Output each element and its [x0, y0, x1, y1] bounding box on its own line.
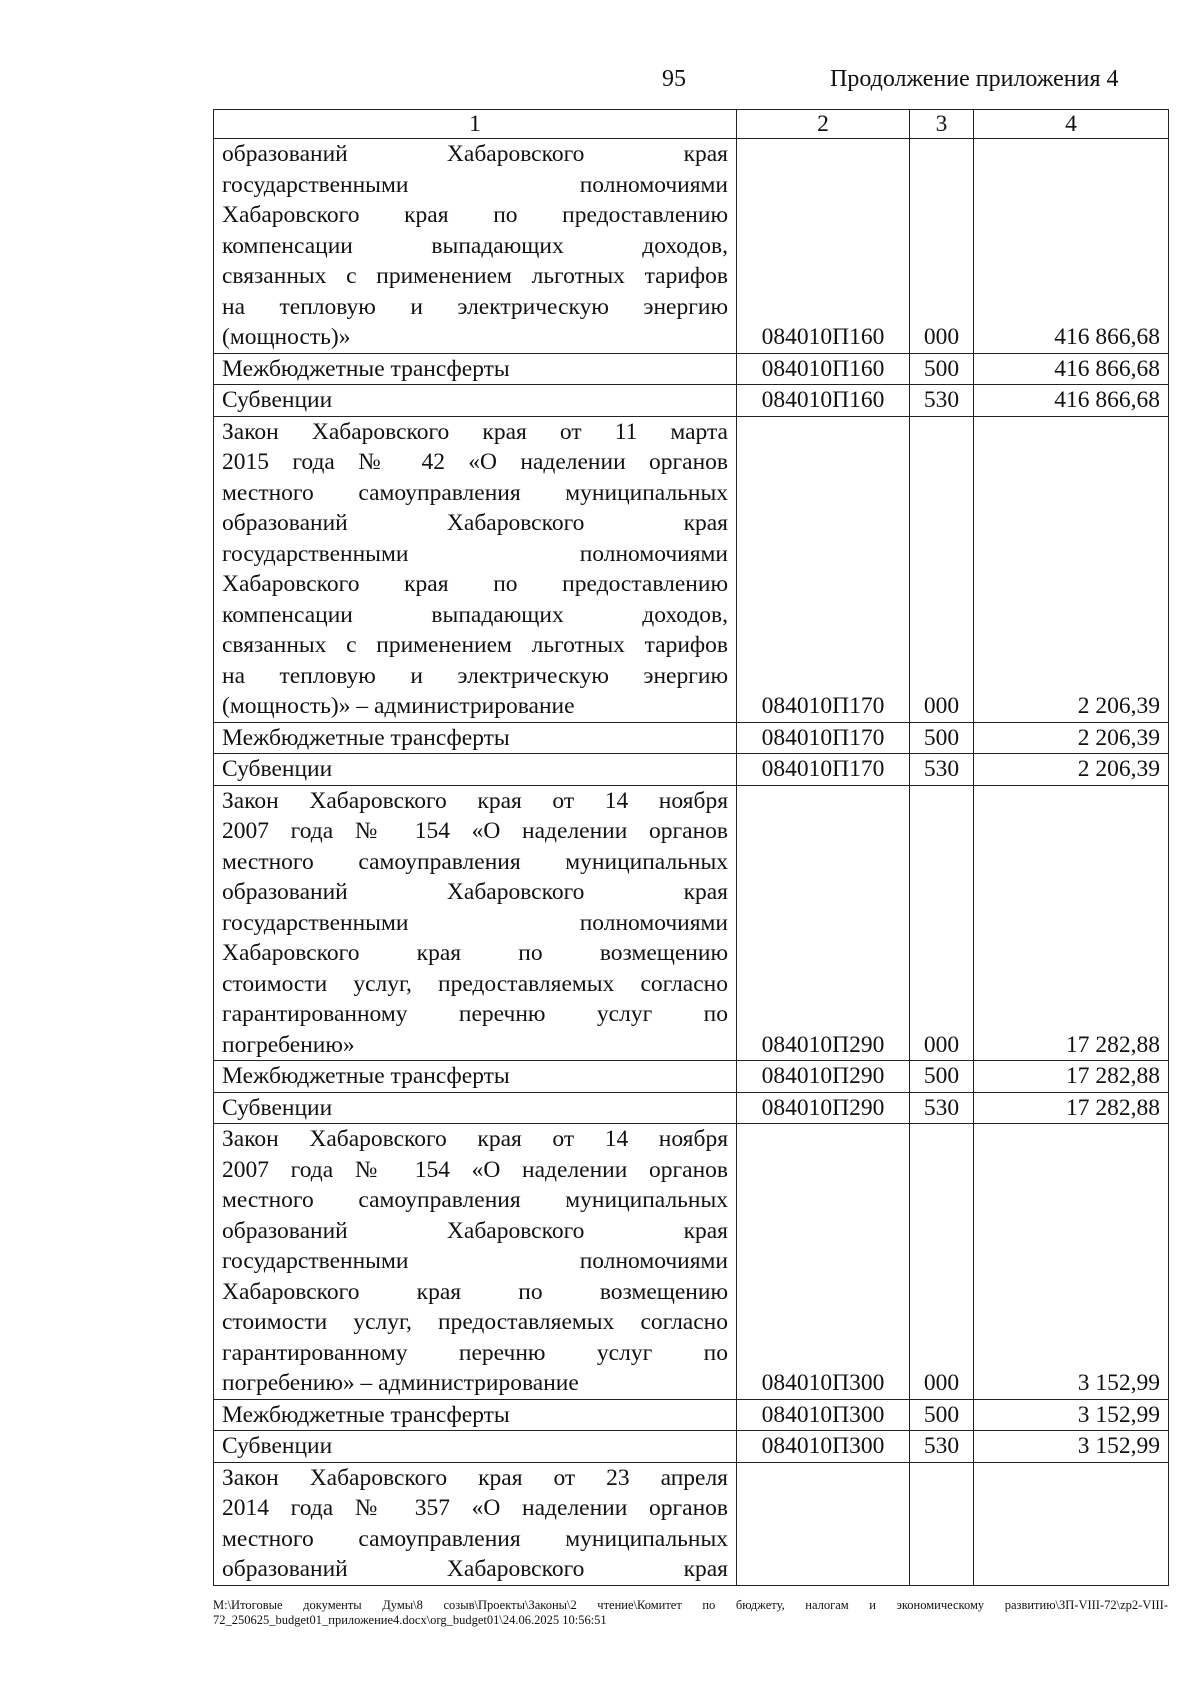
description-line: Хабаровского края по возмещению	[222, 1278, 728, 1305]
column-header-4: 4	[974, 110, 1169, 139]
row-type: 530	[910, 1092, 974, 1124]
description-line: (мощность)»	[222, 324, 351, 350]
row-description	[214, 1399, 737, 1431]
row-description	[214, 754, 737, 786]
description-line: на тепловую и электрическую энергию	[222, 662, 728, 689]
table-row	[214, 353, 1169, 385]
description-line: 2007 года № 154 «О наделении органов	[222, 818, 728, 844]
row-description	[214, 1061, 737, 1093]
description-line: образований Хабаровского края	[222, 879, 728, 905]
description-line: Субвенции	[222, 1094, 333, 1121]
table-row	[214, 1462, 1169, 1585]
row-amount: 416 866,68	[974, 139, 1169, 354]
table-row	[214, 1092, 1169, 1124]
description-line: (мощность)» – администрирование	[222, 693, 575, 719]
row-type: 500	[910, 1061, 974, 1093]
row-code: 084010П170	[737, 416, 910, 722]
row-amount: 416 866,68	[974, 353, 1169, 385]
description-line: местного самоуправления муниципальных	[222, 1525, 728, 1552]
table-row	[214, 416, 1169, 722]
description-line: Закон Хабаровского края от 11 марта	[222, 418, 728, 445]
description-line: Субвенции	[222, 756, 333, 782]
row-type: 500	[910, 1399, 974, 1431]
description-line: погребению»	[222, 1031, 355, 1058]
row-code: 084010П160	[737, 385, 910, 417]
description-line: Хабаровского края по предоставлению	[222, 202, 728, 228]
description-line: компенсации выпадающих доходов,	[222, 232, 728, 259]
description-line: местного самоуправления муниципальных	[222, 479, 728, 506]
row-type: 530	[910, 385, 974, 417]
description-line: погребению» – администрирование	[222, 1370, 579, 1396]
description-line: на тепловую и электрическую энергию	[222, 293, 728, 320]
row-amount: 17 282,88	[974, 785, 1169, 1061]
description-line: образований Хабаровского края	[222, 510, 728, 536]
row-code	[737, 1462, 910, 1585]
row-amount: 3 152,99	[974, 1399, 1169, 1431]
row-code: 084010П300	[737, 1399, 910, 1431]
file-path-footer: M:\Итоговые документы Думы\8 созыв\Проекты\Законы\2 чтение\Комитет по бюджету, налогам и экономическому развитию\ЗП-VIII-72\zp2-VIII-72_250625_budget01_приложение4.docx\org_budget01\24.06.2025 10:56:51	[213, 1598, 1168, 1627]
row-code: 084010П290	[737, 785, 910, 1061]
row-code: 084010П300	[737, 1124, 910, 1400]
table-row	[214, 754, 1169, 786]
description-line: Закон Хабаровского края от 14 ноября	[222, 1126, 728, 1152]
table-row	[214, 722, 1169, 754]
description-line: образований Хабаровского края	[222, 1556, 728, 1582]
description-line: государственными полномочиями	[222, 909, 728, 936]
row-description	[214, 785, 737, 1061]
row-description	[214, 1092, 737, 1124]
table-row	[214, 1399, 1169, 1431]
description-line: 2015 года № 42 «О наделении органов	[222, 449, 728, 475]
description-line: компенсации выпадающих доходов,	[222, 601, 728, 628]
table-header-row	[214, 110, 1169, 139]
description-line: Закон Хабаровского края от 23 апреля	[222, 1464, 728, 1491]
description-line: местного самоуправления муниципальных	[222, 848, 728, 875]
description-line: государственными полномочиями	[222, 1248, 728, 1274]
row-code: 084010П290	[737, 1092, 910, 1124]
description-line: Межбюджетные трансферты	[222, 724, 510, 751]
row-code: 084010П300	[737, 1431, 910, 1463]
budget-table	[213, 109, 1169, 1586]
table-row	[214, 1124, 1169, 1400]
row-type: 000	[910, 139, 974, 354]
row-description	[214, 385, 737, 417]
row-description	[214, 1462, 737, 1585]
row-description	[214, 353, 737, 385]
description-line: Межбюджетные трансферты	[222, 1401, 510, 1428]
row-type: 500	[910, 722, 974, 754]
table-row	[214, 385, 1169, 417]
description-line: стоимости услуг, предоставляемых согласно	[222, 970, 728, 997]
row-amount: 3 152,99	[974, 1431, 1169, 1463]
description-line: связанных с применением льготных тарифов	[222, 632, 728, 658]
row-code: 084010П160	[737, 353, 910, 385]
row-amount: 416 866,68	[974, 385, 1169, 417]
row-type: 530	[910, 754, 974, 786]
description-line: Закон Хабаровского края от 14 ноября	[222, 787, 728, 814]
column-header-1: 1	[214, 110, 737, 139]
row-type: 000	[910, 1124, 974, 1400]
row-type: 000	[910, 785, 974, 1061]
description-line: государственными полномочиями	[222, 171, 728, 198]
description-line: Межбюджетные трансферты	[222, 355, 510, 382]
description-line: образований Хабаровского края	[222, 1217, 728, 1244]
description-line: Субвенции	[222, 1433, 333, 1459]
appendix-note: Продолжение приложения 4	[830, 66, 1119, 92]
row-amount: 2 206,39	[974, 722, 1169, 754]
row-description	[214, 1124, 737, 1400]
budget-table-body	[214, 110, 1169, 1586]
description-line: Межбюджетные трансферты	[222, 1063, 510, 1089]
page-number: 95	[662, 66, 686, 92]
table-row	[214, 785, 1169, 1061]
table-row	[214, 1431, 1169, 1463]
row-type: 530	[910, 1431, 974, 1463]
row-code: 084010П160	[737, 139, 910, 354]
row-type: 000	[910, 416, 974, 722]
row-code: 084010П290	[737, 1061, 910, 1093]
description-line: Субвенции	[222, 387, 333, 413]
table-row	[214, 139, 1169, 354]
row-description	[214, 722, 737, 754]
row-amount: 17 282,88	[974, 1061, 1169, 1093]
row-description	[214, 139, 737, 354]
row-code: 084010П170	[737, 722, 910, 754]
description-line: 2014 года № 357 «О наделении органов	[222, 1495, 728, 1521]
description-line: гарантированному перечню услуг по	[222, 1001, 728, 1027]
row-description	[214, 1431, 737, 1463]
column-header-2: 2	[737, 110, 910, 139]
row-type	[910, 1462, 974, 1585]
description-line: местного самоуправления муниципальных	[222, 1187, 728, 1213]
description-line: Хабаровского края по предоставлению	[222, 571, 728, 597]
row-amount: 17 282,88	[974, 1092, 1169, 1124]
description-line: Хабаровского края по возмещению	[222, 940, 728, 966]
row-amount: 2 206,39	[974, 754, 1169, 786]
row-amount: 2 206,39	[974, 416, 1169, 722]
row-type: 500	[910, 353, 974, 385]
row-amount	[974, 1462, 1169, 1585]
row-description	[214, 416, 737, 722]
description-line: образований Хабаровского края	[222, 141, 728, 167]
description-line: гарантированному перечню услуг по	[222, 1339, 728, 1366]
row-code: 084010П170	[737, 754, 910, 786]
description-line: 2007 года № 154 «О наделении органов	[222, 1156, 728, 1183]
table-row	[214, 1061, 1169, 1093]
row-amount: 3 152,99	[974, 1124, 1169, 1400]
description-line: государственными полномочиями	[222, 540, 728, 567]
description-line: стоимости услуг, предоставляемых согласно	[222, 1309, 728, 1335]
description-line: связанных с применением льготных тарифов	[222, 263, 728, 289]
column-header-3: 3	[910, 110, 974, 139]
